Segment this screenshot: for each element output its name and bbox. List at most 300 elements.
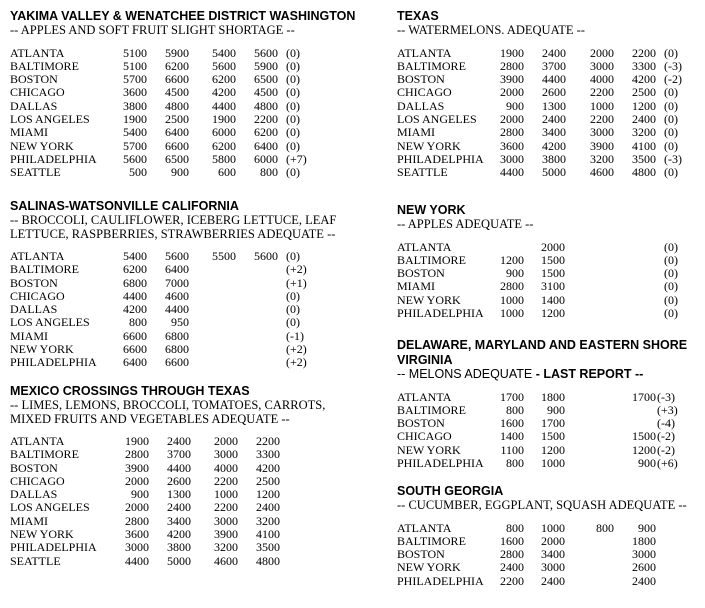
city-name: ATLANTA [10,434,65,448]
price-value: 5100 [123,45,147,60]
price-value: 5400 [123,249,147,263]
section-title: SOUTH GEORGIA [397,484,504,498]
price-value: 2400 [542,45,566,60]
price-value: 5600 [212,58,236,73]
price-value: 4500 [254,85,278,100]
table-row [397,45,678,60]
price-value: 1000 [500,305,524,320]
change-value: (0) [286,98,300,113]
city-name: SEATTLE [397,165,448,180]
price-value: 4200 [123,302,147,317]
price-value: 2000 [500,85,524,100]
table-row [10,263,336,276]
table-row [10,488,325,501]
section-title: TEXAS [397,9,439,23]
section-note-text: -- LIMES, LEMONS, BROCCOLI, TOMATOES, CARROTS, [10,398,326,412]
price-value: 5600 [254,45,278,60]
price-value: 5000 [167,553,191,568]
price-value: 6600 [123,342,147,357]
change-value: (+2) [286,342,307,357]
section-note-text: -- WATERMELONS. ADEQUATE -- [397,23,585,37]
price-value: 3400 [541,547,565,562]
price-value: 900 [506,98,524,113]
price-value: 3400 [542,125,566,140]
table-row [10,541,325,554]
city-name: MIAMI [397,279,435,294]
price-value: 5900 [165,45,189,60]
change-value: (-1) [286,328,304,343]
price-value: 2600 [632,560,656,575]
price-value: 1500 [541,266,565,281]
price-value: 900 [638,520,656,535]
price-value: 2200 [254,111,278,126]
change-value: (0) [664,85,678,100]
price-value: 2200 [632,45,656,60]
city-table [10,435,325,568]
price-value: 3200 [590,151,614,166]
price-value: 1200 [256,487,280,502]
price-value: 3000 [500,151,524,166]
change-value: (-2) [657,442,675,457]
price-value: 5000 [542,165,566,180]
city-name: BOSTON [397,266,445,281]
table-row [397,305,678,320]
change-value: (0) [286,45,300,60]
price-value: 5600 [123,151,147,166]
city-table [397,522,687,588]
price-value: 4800 [632,165,656,180]
city-name: PHILADELPHIA [10,540,97,555]
table-row [10,462,325,475]
change-value: (0) [664,305,678,320]
city-name: DALLAS [397,98,445,113]
price-value: 2800 [500,58,524,73]
change-value: (0) [664,252,678,267]
price-value: 800 [596,520,614,535]
price-value: 4500 [165,85,189,100]
table-row [397,548,687,561]
price-value: 2600 [542,85,566,100]
table-row [397,98,678,113]
price-value: 500 [129,165,147,180]
report-section-delaware [397,338,687,470]
change-value: (0) [286,138,300,153]
table-row [397,165,678,180]
section-title: MEXICO CROSSINGS THROUGH TEXAS [10,384,250,398]
report-section-yakima [10,9,355,179]
price-value: 6200 [254,125,278,140]
city-name: NEW YORK [397,442,461,457]
price-value: 2400 [541,573,565,588]
report-section-texas [397,9,682,180]
price-value: 3200 [214,540,238,555]
price-value: 6400 [165,262,189,277]
change-value: (0) [664,125,678,140]
city-name: LOS ANGELES [10,315,90,330]
price-value: 2400 [632,573,656,588]
city-table [397,391,687,471]
city-name: NEW YORK [10,138,74,153]
section-note [397,24,585,38]
city-name: CHICAGO [10,473,65,488]
city-name: BOSTON [397,547,445,562]
price-value: 6500 [254,72,278,87]
change-value: (-3) [657,389,675,404]
price-value: 6000 [212,125,236,140]
price-value: 2200 [500,573,524,588]
price-value: 2200 [590,111,614,126]
city-name: ATLANTA [10,249,65,263]
table-row [397,404,687,417]
price-value: 3400 [167,513,191,528]
price-value: 1200 [541,442,565,457]
table-row [397,575,687,588]
city-name: NEW YORK [10,342,74,357]
price-value: 800 [129,315,147,330]
price-value: 1900 [500,45,524,60]
price-value: 6600 [165,355,189,370]
price-value: 2600 [167,473,191,488]
change-value: (+2) [286,355,307,370]
table-row [10,475,325,488]
price-value: 1300 [167,487,191,502]
city-name: LOS ANGELES [10,111,90,126]
city-name: MIAMI [10,513,48,528]
price-value: 4400 [500,165,524,180]
table-row [397,252,678,267]
price-value: 3000 [590,125,614,140]
section-note [10,24,355,38]
city-name: NEW YORK [397,292,461,307]
table-row [397,111,678,126]
price-value: 4000 [214,460,238,475]
city-name: ATLANTA [397,389,452,404]
price-value: 3500 [256,540,280,555]
section-note [10,413,325,427]
city-name: PHILADELPHIA [397,573,484,588]
price-value: 2800 [125,513,149,528]
change-value: (0) [286,111,300,126]
table-row [10,60,355,73]
price-value: 6500 [165,151,189,166]
city-name: CHICAGO [397,85,452,100]
table-row [10,47,355,60]
table-row [397,85,678,100]
price-value: 4400 [125,553,149,568]
price-value: 6400 [165,125,189,140]
price-value: 3000 [590,58,614,73]
change-value: (0) [286,125,300,140]
price-value: 4600 [165,288,189,303]
table-row [397,535,687,548]
table-row [397,279,678,294]
price-value: 4400 [123,288,147,303]
city-name: NEW YORK [10,527,74,542]
price-value: 2000 [541,533,565,548]
price-value: 1800 [632,533,656,548]
change-value: (0) [286,165,300,180]
city-name: BOSTON [397,416,445,431]
price-value: 2500 [256,473,280,488]
price-value: 2400 [167,434,191,448]
table-row [397,239,678,254]
table-row [397,444,687,457]
price-value: 1000 [541,520,565,535]
price-value: 6200 [212,138,236,153]
section-note-emphasis: - LAST REPORT -- [535,367,644,381]
price-value: 6800 [123,275,147,290]
price-value: 1900 [125,434,149,448]
price-value: 2400 [632,111,656,126]
table-row [397,561,687,574]
price-value: 1000 [500,292,524,307]
price-value: 600 [218,165,236,180]
price-value: 5700 [123,72,147,87]
price-value: 3000 [125,540,149,555]
price-value: 1700 [500,389,524,404]
table-row [397,138,678,153]
change-value: (0) [664,279,678,294]
table-row [10,435,325,448]
price-value: 4200 [167,527,191,542]
change-value: (0) [286,249,300,263]
price-value: 2200 [256,434,280,448]
change-value: (0) [664,239,678,254]
section-note-text: -- CUCUMBER, EGGPLANT, SQUASH ADEQUATE -- [397,498,687,512]
price-value: 7000 [165,275,189,290]
city-name: MIAMI [10,125,48,140]
city-table [397,239,678,321]
city-name: PHILADELPHIA [10,355,97,370]
table-row [10,303,336,316]
table-row [10,166,355,179]
city-name: ATLANTA [397,45,452,60]
price-value: 5800 [212,151,236,166]
price-value: 6400 [254,138,278,153]
change-value: (-2) [657,429,675,444]
city-name: NEW YORK [397,560,461,575]
table-row [397,522,687,535]
price-value: 3900 [500,72,524,87]
city-name: DALLAS [10,302,58,317]
price-value: 800 [506,402,524,417]
city-name: BALTIMORE [397,58,466,73]
table-row [10,448,325,461]
section-note-text: -- BROCCOLI, CAULIFLOWER, ICEBERG LETTUCE, LEAF [10,213,337,227]
city-name: LOS ANGELES [397,111,477,126]
price-value: 800 [506,520,524,535]
city-name: BOSTON [10,72,58,87]
city-name: LOS ANGELES [10,500,90,515]
change-value: (0) [286,58,300,73]
price-value: 3900 [214,527,238,542]
price-value: 4100 [256,527,280,542]
price-value: 3200 [632,125,656,140]
city-name: CHICAGO [10,85,65,100]
city-name: CHICAGO [397,429,452,444]
change-value: (+6) [657,455,678,470]
price-value: 4800 [165,98,189,113]
price-value: 5400 [212,45,236,60]
section-title: DELAWARE, MARYLAND AND EASTERN SHORE [397,338,688,352]
price-value: 3000 [541,560,565,575]
price-value: 2400 [256,500,280,515]
change-value: (+3) [657,402,678,417]
section-note-text: MIXED FRUITS AND VEGETABLES ADEQUATE -- [10,411,290,426]
price-value: 1200 [541,305,565,320]
price-value: 4800 [256,553,280,568]
change-value: (0) [286,288,300,303]
price-value: 1500 [541,252,565,267]
table-row [397,391,687,404]
price-value: 900 [506,266,524,281]
change-value: (-3) [664,58,682,73]
price-value: 1500 [632,429,656,444]
table-row [10,250,336,263]
section-title: VIRGINIA [397,353,453,367]
price-value: 4600 [590,165,614,180]
city-name: MIAMI [397,125,435,140]
price-value: 1300 [542,98,566,113]
section-note-text: -- APPLES AND SOFT FRUIT SLIGHT SHORTAGE -- [10,23,295,37]
section-note [397,218,533,232]
table-row [10,73,355,86]
table-row [397,151,682,166]
section-title: YAKIMA VALLEY & WENATCHEE DISTRICT WASHINGTON [10,9,356,23]
table-row [10,528,325,541]
price-value: 5500 [212,249,236,263]
price-value: 5400 [123,125,147,140]
change-value: (+1) [286,275,307,290]
table-row [10,330,336,343]
change-value: (-3) [664,151,682,166]
city-name: ATLANTA [397,239,452,254]
table-row [397,292,678,307]
change-value: (0) [664,45,678,60]
price-value: 2800 [125,447,149,462]
price-value: 3300 [632,58,656,73]
price-value: 3800 [542,151,566,166]
change-value: (0) [664,138,678,153]
table-row [10,515,325,528]
price-value: 1000 [590,98,614,113]
section-note [10,228,336,242]
price-value: 800 [506,455,524,470]
price-value: 1000 [541,455,565,470]
change-value: (0) [664,165,678,180]
price-value: 1700 [632,389,656,404]
price-value: 3600 [123,85,147,100]
change-value: (0) [664,292,678,307]
change-value: (0) [664,111,678,126]
city-name: SEATTLE [10,553,61,568]
change-value: (0) [664,266,678,281]
section-note [397,368,687,382]
price-value: 4200 [256,460,280,475]
price-value: 1900 [123,111,147,126]
price-value: 4200 [632,72,656,87]
city-name: BOSTON [10,275,58,290]
price-value: 3600 [125,527,149,542]
price-value: 2800 [500,125,524,140]
report-section-salinas [10,199,336,370]
price-value: 6000 [254,151,278,166]
price-value: 6400 [123,355,147,370]
change-value: (-4) [657,416,675,431]
table-row [10,113,355,126]
price-value: 5600 [165,249,189,263]
report-section-mexico [10,384,325,568]
price-value: 2800 [500,547,524,562]
city-name: BALTIMORE [397,402,466,417]
price-value: 6200 [165,58,189,73]
price-value: 3700 [167,447,191,462]
change-value: (0) [664,98,678,113]
table-row [397,417,687,430]
price-value: 5100 [123,58,147,73]
city-name: PHILADELPHIA [397,151,484,166]
price-value: 5600 [254,249,278,263]
table-row [397,125,678,140]
table-row [10,501,325,514]
table-row [10,140,355,153]
price-value: 4400 [542,72,566,87]
city-name: BALTIMORE [397,533,466,548]
price-value: 2000 [500,111,524,126]
price-value: 900 [171,165,189,180]
city-name: PHILADELPHIA [397,305,484,320]
price-value: 3100 [541,279,565,294]
table-row [10,277,336,290]
price-value: 2400 [500,560,524,575]
table-row [10,316,336,329]
price-value: 6600 [165,72,189,87]
price-value: 4400 [165,302,189,317]
price-value: 3800 [167,540,191,555]
price-value: 1400 [500,429,524,444]
city-name: BALTIMORE [10,262,79,277]
price-value: 6200 [123,262,147,277]
price-value: 2000 [125,473,149,488]
table-row [10,126,355,139]
table-row [10,343,336,356]
table-row [10,290,336,303]
price-value: 6800 [165,342,189,357]
price-value: 2800 [500,279,524,294]
price-value: 800 [260,165,278,180]
price-value: 4800 [254,98,278,113]
price-value: 2200 [214,500,238,515]
section-note-text: LETTUCE, RASPBERRIES, STRAWBERRIES ADEQUATE -- [10,226,336,241]
city-name: ATLANTA [397,520,452,535]
price-value: 3000 [214,513,238,528]
price-value: 4100 [632,138,656,153]
price-value: 2400 [542,111,566,126]
price-value: 3200 [256,513,280,528]
price-value: 3500 [632,151,656,166]
price-value: 2200 [590,85,614,100]
table-row [10,86,355,99]
city-name: PHILADELPHIA [10,151,97,166]
price-value: 4400 [212,98,236,113]
table-row [397,266,678,281]
price-value: 4600 [214,553,238,568]
price-value: 3900 [125,460,149,475]
table-row [10,356,336,369]
section-title: NEW YORK [397,203,466,217]
price-value: 1100 [500,442,524,457]
price-value: 2000 [541,239,565,254]
